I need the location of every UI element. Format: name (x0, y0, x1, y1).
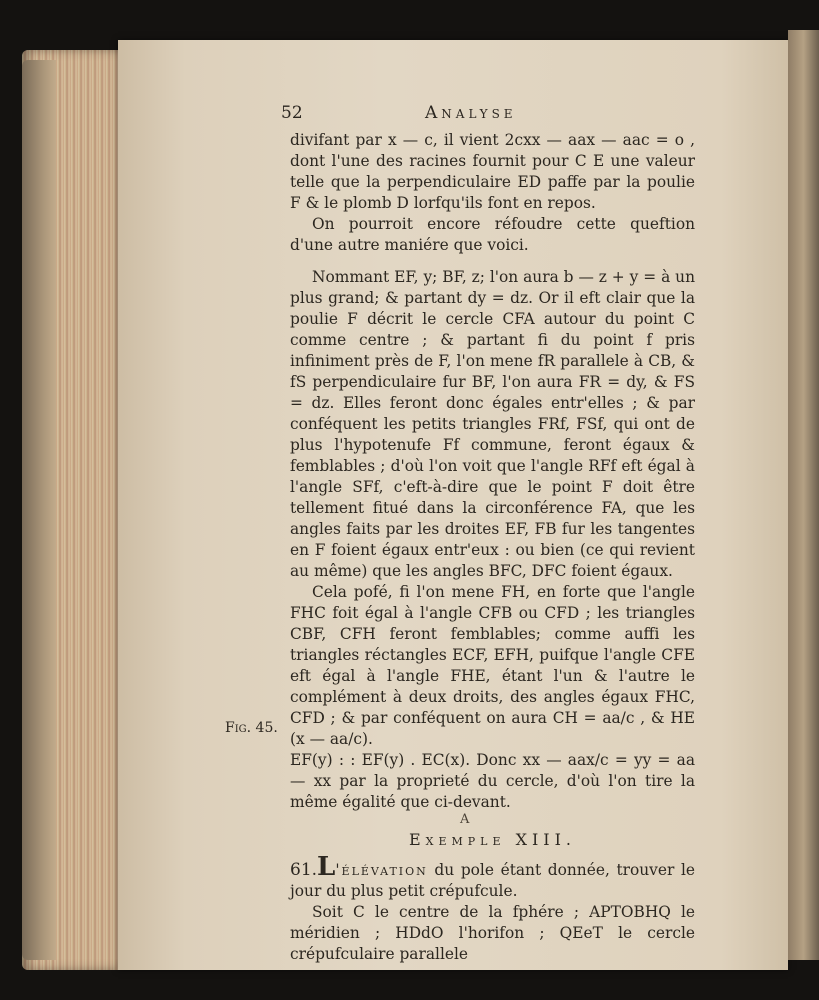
paragraph-2: On pourroit encore réfoudre cette queftion d'une autre maniére que voici. (290, 215, 695, 254)
page-stack-edge (22, 60, 56, 960)
running-title: Analyse (425, 103, 517, 123)
drop-cap: L (317, 852, 336, 882)
section-first-rest: du pole étant donnée, trouver le jour du plus petit crépufcule. (290, 861, 695, 900)
section-lead: 'élévation (335, 861, 428, 879)
page-number: 52 (281, 103, 303, 123)
paragraph-5: EF(y) : : EF(y) . EC(x). Donc xx — aax/c = yy = aa — xx par la proprieté du cercle, d'où l'on tire la même égalité que ci-devant. (290, 751, 695, 811)
paragraph-4: Cela pofé, fi l'on mene FH, en forte que l'angle FHC foit égal à l'angle CFB ou CFD ; les triangles CBF, CFH feront femblables; comme auffi les triangles réctangles ECF, EFH, puifque l'angle CFE eft égal à l'angle FHE, étant l'un & l'autre le complément à deux droits, des angles égaux FHC, CFD ; & par conféquent on aura CH = aa/c , & HE (x — aa/c). (290, 583, 695, 748)
section-61-second: Soit C le centre de la fphére ; APTOBHQ le méridien ; HDdO l'horifon ; QEeT le cercle crépufculaire parallele (290, 903, 695, 963)
page-header (195, 103, 695, 131)
section-number: 61. (290, 860, 318, 880)
page-body (290, 130, 695, 965)
right-page-edge (788, 30, 819, 960)
paragraph-3: Nommant EF, y; BF, z; l'on aura b — z + y = à un plus grand; & partant dy = dz. Or il eft clair que la poulie F décrit le cercle CFA autour du point C comme centre ; & partant fi du point f pris infiniment près de F, l'on mene fR parallele à CB, & fS perpendiculaire fur BF, l'on aura FR = dy, & FS = dz. Elles feront donc égales entr'elles ; & par conféquent les petits triangles FRf, FSf, qui ont de plus l'hypotenufe Ff commune, feront égaux & femblables ; d'où l'on voit que l'angle RFf eft égal à l'angle SFf, c'eft-à-dire que le point F doit être tellement fitué dans la circonférence FA, que les angles faits par les droites EF, FB fur les tangentes en F foient égaux entr'eux : ou bien (ce qui revient au même) que les angles BFC, DFC foient égaux. (290, 268, 695, 580)
section-61-first (290, 852, 695, 902)
signature-mark: A (460, 812, 470, 827)
example-heading: Exemple XIII. (408, 830, 577, 849)
paragraph-1: divifant par x — c, il vient 2cxx — aax — aac = o , dont l'une des racines fournit pour C E une valeur telle que la perpendiculaire ED paffe par la poulie F & le plomb D lorfqu'ils font en repos. (290, 131, 695, 212)
figure-reference: Fig. 45. (225, 720, 278, 736)
